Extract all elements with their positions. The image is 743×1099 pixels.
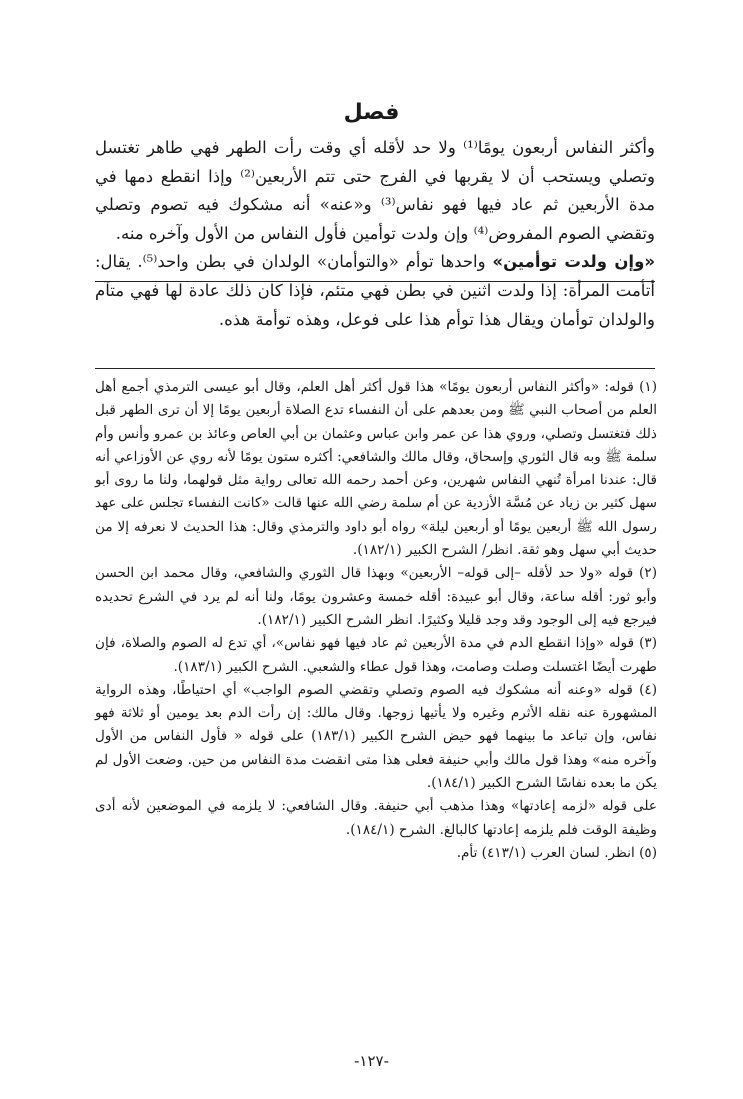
footnote-1: (١) قوله: «وأكثر النفاس أربعون يومًا» هذا قول أكثر أهل العلم، وقال أبو عيسى الترمذي أجمع أهل العلم من أصحاب النبي ﷺ ومن بعدهم على أن النفساء تدع الصلاة أربعين يومًا إلا أن ترى الطهر قبل ذلك فتغتسل وتصلي، وروي هذا عن عمر وابن عباس وعثمان بن أبي العاص وعائذ بن عمرو وأنس وأم سلمة ﷺ وبه قال الثوري وإسحاق، وقال مالك والشافعي: أكثره ستون يومًا لأنه روي عن الأوزاعي أنه قال: عندنا امرأة تُنهي النفاس شهرين، وعن أحمد رحمه الله تعالى رواية مثل قولهما، ولنا ما روى أبو سهل كثير بن زياد عن مُسَّة الأزدية عن أم سلمة رضي الله عنها قالت «كانت النفساء تجلس على عهد رسول الله ﷺ أربعين يومًا أو أربعين ليلة» رواه أبو داود والترمذي وقال: هذا الحديث لا نعرفه إلا من حديث أبي سهل وهو ثقة. انظر/ الشرح الكبير (١٨٢/١). xyxy=(94,379,657,559)
footnote-2: (٢) قوله «ولا حد لأقله –إلى قوله– الأربعين» وبهذا قال الثوري والشافعي، وقال محمد ابن الحسن وأبو ثور: أقله ساعة، وقال أبو عبيدة: أقله خمسة وعشرون يومًا، ولنا أنه لم يرد في الشرع تحديده فيرجع فيه إلى الوجود وقد وجد قليلا وكثيرًا. انظر الشرح الكبير (١٨٢/١). xyxy=(95,565,657,628)
footnote-4-continued: على قوله «لزمه إعادتها» وهذا مذهب أبي حنيفة. وقال الشافعي: لا يلزمه في الموضعين لأنه أدى وظيفة الوقت فلم يلزمه إعادتها كالبالغ. الشرح (١٨٤/١). xyxy=(95,798,657,838)
page-number: -١٢٧- xyxy=(353,1052,389,1070)
footnote-5: (٥) انظر. لسان العرب (٤١٣/١) تأم. xyxy=(456,844,657,861)
term-definition: واحدها توأم «والتوأمان» الولدان في بطن واحد⁽⁵⁾. يقال: أتأمت المرأة: إذا ولدت اثنين في بطن فهي متئم، فإذا كان ذلك عادة لها فهي متآم والولدان توأمان ويقال هذا توأم هذا على فوعل، وهذه توأمة هذه. xyxy=(95,252,655,329)
footnote-3: (٣) قوله «وإذا انقطع الدم في مدة الأربعين ثم عاد فيها فهو نفاس»، أي تدع له الصوم والصلاة، فإن طهرت أيضًا اغتسلت وصلت وصامت، وهذا قول عطاء والشعبي. الشرح الكبير (١٨٣/١). xyxy=(95,635,657,675)
footnote-separator xyxy=(95,368,655,369)
main-paragraph-1: وأكثر النفاس أربعون يومًا⁽¹⁾ ولا حد لأقله أي وقت رأت الطهر فهي طاهر تغتسل وتصلي ويستحب أن لا يقربها في الفرج حتى تتم الأربعين⁽²⁾ وإذا انقطع دمها في مدة الأربعين ثم عاد فيها فهو نفاس⁽³⁾ و«عنه» أنه مشكوك فيه تصوم وتصلي وتقضي الصوم المفروض⁽⁴⁾ وإن ولدت توأمين فأول النفاس من الأول وآخره منه. xyxy=(95,138,655,243)
defined-term: «وإن ولدت توأمين» xyxy=(492,252,655,272)
section-heading: فصل xyxy=(343,100,400,125)
footnotes xyxy=(95,376,657,865)
main-text xyxy=(95,134,655,334)
separator-rule xyxy=(95,281,655,282)
main-paragraph-2 xyxy=(95,248,655,334)
footnote-4: (٤) قوله «وعنه أنه مشكوك فيه الصوم وتصلي وتقضي الصوم الواجب» أي احتياطًا، وهذه الرواية المشهورة عنه نقله الأثرم وغيره ولا يأتيها زوجها. وقال مالك: إن رأت الدم بعد يومين أو ثلاثة فهو نفاس، وإن تباعد ما بينهما فهو حيض الشرح الكبير (١٨٣/١) على قوله « فأول النفاس من الأول وآخره منه» وهذا قول مالك وأبي حنيفة فعلى هذا متى انقضت مدة النفاس من حين. وضعت الأول لم يكن ما بعده نفاسًا الشرح الكبير (١٨٤/١). xyxy=(95,681,657,792)
